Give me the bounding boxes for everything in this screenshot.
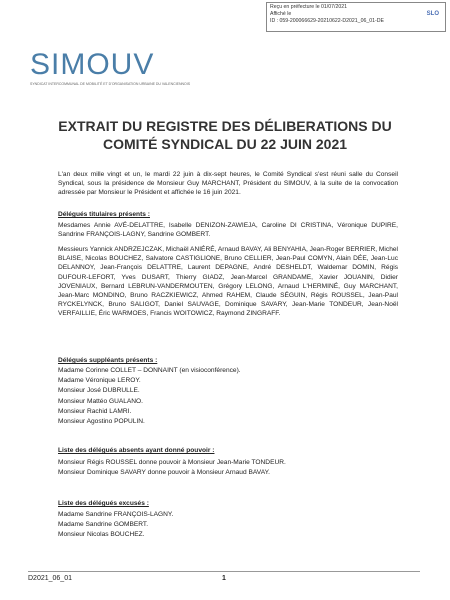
list-item: Monsieur Régis ROUSSEL donne pouvoir à Monsieur Jean-Marie TONDEUR. [58, 459, 286, 466]
excuses-heading: Liste des délégués excusés : [58, 500, 149, 507]
intro-paragraph: L'an deux mille vingt et un, le mardi 22 juin à dix-sept heures, le Comité Syndical s'est réuni salle du Conseil Syndical, sous la présidence de Monsieur Guy MARCHANT, Président du SIMOUV, à la suite de la convocation adressée par Monsieur le Président et affichée le 16 juin 2021. [58, 171, 398, 197]
logo-subtitle: SYNDICAT INTERCOMMUNAL DE MOBILITÉ ET D'ORGANISATION URBAINE DU VALENCIENNOIS [30, 82, 191, 86]
footer-divider [28, 571, 420, 572]
list-item: Madame Sandrine GOMBERT. [58, 521, 149, 529]
list-item: Madame Véronique LEROY. [58, 377, 141, 385]
prefecture-stamp [266, 2, 446, 32]
stamp-id: ID : 059-200066629-20210622-D2021_06_01-DE [270, 18, 384, 24]
stamp-logo: SLO [426, 11, 439, 17]
titulaires-messieurs: Messieurs Yannick ANDRZEJCZAK, Michaël ANIÉRÉ, Arnaud BAVAY, Ali BENYAHIA, Jean-Roger BERRIER, Michel BLAISE, Nicolas BOUCHEZ, Salvatore CASTIGLIONE, Bruno CELLIER, Jean-Paul COMYN, Alain DÉE, Jean-Luc DELANNOY, Jean-François DELATTRE, Laurent DEPAGNE, André DESHELDT, Waldemar DOMIN, Régis DUFOUR-LEFORT, Yves DUSART, Thierry GIADZ, Jean-Marcel GRANDAME, Xavier JOUANIN, Didier JOVENIAUX, Bernard LEBRUN-VANDERMOUTEN, Grégory LELONG, Arnaud L'HERMINÉ, Guy MARCHANT, Jean-Marc MONDINO, Bruno RACZKIEWICZ, Ahmed RAHEM, Claude SÉGUIN, Régis ROUSSEL, Jean-Paul RYCKELYNCK, Bruno SALIGOT, Daniel SAUVAGE, Dominique SAVARY, Jean-Marie TONDEUR, Jean-Noël VERFAILLIE, Éric WARMOES, Francis WOITOWICZ, Raymond ZINGRAFF. [58, 246, 398, 318]
logo-wordmark: SIMOUV [30, 48, 155, 81]
list-item: Monsieur José DUBRULLE. [58, 387, 140, 395]
titulaires-heading: Délégués titulaires présents : [58, 211, 150, 218]
titulaires-mesdames: Mesdames Annie AVÉ-DELATTRE, Isabelle DENIZON-ZAWIEJA, Caroline DI CRISTINA, Véronique DUPIRE, Sandrine FRANÇOIS-LAGNY, Sandrine GOMBERT. [58, 222, 398, 239]
simouv-logo [30, 48, 210, 86]
stamp-received: Reçu en préfecture le 01/07/2021 [270, 4, 348, 10]
pouvoir-heading: Liste des délégués absents ayant donné pouvoir : [58, 447, 215, 454]
document-title-line2: COMITÉ SYNDICAL DU 22 JUIN 2021 [102, 136, 348, 152]
list-item: Monsieur Rachid LAMRI. [58, 407, 132, 415]
document-reference: D2021_06_01 [28, 575, 72, 582]
list-item: Monsieur Nicolas BOUCHEZ. [58, 531, 145, 539]
pouvoir-list [58, 458, 286, 478]
list-item: Madame Sandrine FRANÇOIS-LAGNY. [58, 511, 174, 518]
suppleants-heading: Délégués suppléants présents : [58, 357, 158, 364]
list-item: Madame Corinne COLLET – DONNAINT (en visioconférence). [58, 367, 241, 374]
list-item: Monsieur Dominique SAVARY donne pouvoir à Monsieur Arnaud BAVAY. [58, 469, 270, 477]
stamp-posted: Affiché le [270, 11, 292, 17]
suppleants-list [58, 366, 241, 427]
list-item: Monsieur Mattéo GUALANO. [58, 397, 144, 405]
page-number: 1 [222, 575, 226, 582]
excuses-list [58, 510, 173, 541]
list-item: Monsieur Agostino POPULIN. [58, 418, 145, 426]
document-title-line1: EXTRAIT DU REGISTRE DES DÉLIBERATIONS DU [58, 118, 392, 134]
